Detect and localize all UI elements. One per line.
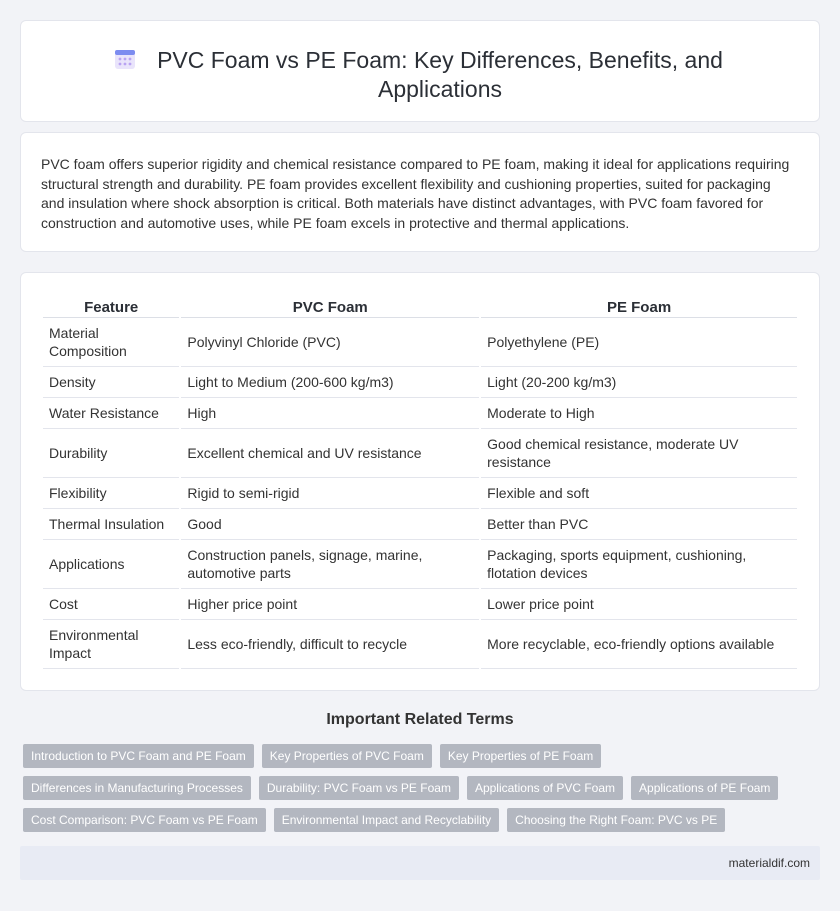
table-cell-pe: Moderate to High bbox=[481, 398, 797, 429]
table-cell-pe: More recyclable, eco-friendly options available bbox=[481, 620, 797, 669]
table-row bbox=[43, 620, 797, 669]
table-cell-pe: Better than PVC bbox=[481, 509, 797, 540]
related-terms-title: Important Related Terms bbox=[326, 711, 514, 728]
comparison-table-card bbox=[20, 272, 820, 691]
table-row bbox=[43, 478, 797, 509]
table-cell-feature: Cost bbox=[43, 589, 179, 620]
table-cell-pvc: High bbox=[181, 398, 479, 429]
related-term-tag[interactable]: Introduction to PVC Foam and PE Foam bbox=[23, 744, 254, 768]
table-cell-pe: Packaging, sports equipment, cushioning, flotation devices bbox=[481, 540, 797, 589]
table-row bbox=[43, 509, 797, 540]
table-cell-pvc: Good bbox=[181, 509, 479, 540]
footer-bar bbox=[20, 846, 820, 880]
table-cell-pe: Light (20-200 kg/m3) bbox=[481, 367, 797, 398]
table-row bbox=[43, 318, 797, 367]
table-cell-feature: Density bbox=[43, 367, 179, 398]
comparison-table bbox=[41, 295, 799, 669]
intro-paragraph: PVC foam offers superior rigidity and chemical resistance compared to PE foam, making it ideal for applications requiring structural strength and durability. PE foam provides excellent flexibility and cushioning properties, suited for packaging and insulation where shock absorption is critical. Both materials have distinct advantages, with PVC foam favored for construction and automotive uses, while PE foam excels in protective and thermal applications. bbox=[41, 156, 790, 231]
related-term-tag[interactable]: Applications of PE Foam bbox=[631, 776, 778, 800]
table-cell-feature: Thermal Insulation bbox=[43, 509, 179, 540]
related-term-tag[interactable]: Environmental Impact and Recyclability bbox=[274, 808, 499, 832]
table-row bbox=[43, 589, 797, 620]
related-term-tag[interactable]: Key Properties of PVC Foam bbox=[262, 744, 432, 768]
table-row bbox=[43, 429, 797, 478]
table-cell-pe: Lower price point bbox=[481, 589, 797, 620]
table-cell-feature: Environmental Impact bbox=[43, 620, 179, 669]
table-row bbox=[43, 367, 797, 398]
table-cell-pe: Flexible and soft bbox=[481, 478, 797, 509]
table-cell-pvc: Construction panels, signage, marine, automotive parts bbox=[181, 540, 479, 589]
table-header-pe-foam: PE Foam bbox=[481, 295, 797, 318]
table-cell-pe: Polyethylene (PE) bbox=[481, 318, 797, 367]
related-term-tag[interactable]: Applications of PVC Foam bbox=[467, 776, 623, 800]
table-header-feature: Feature bbox=[43, 295, 179, 318]
table-row bbox=[43, 398, 797, 429]
table-cell-feature: Applications bbox=[43, 540, 179, 589]
related-term-tag[interactable]: Cost Comparison: PVC Foam vs PE Foam bbox=[23, 808, 266, 832]
table-cell-feature: Durability bbox=[43, 429, 179, 478]
table-cell-feature: Water Resistance bbox=[43, 398, 179, 429]
table-cell-pvc: Polyvinyl Chloride (PVC) bbox=[181, 318, 479, 367]
footer-site-name: materialdif.com bbox=[728, 856, 810, 870]
table-cell-pvc: Higher price point bbox=[181, 589, 479, 620]
title-card bbox=[20, 20, 820, 122]
table-cell-pe: Good chemical resistance, moderate UV resistance bbox=[481, 429, 797, 478]
related-term-tag[interactable]: Differences in Manufacturing Processes bbox=[23, 776, 251, 800]
related-term-tag[interactable]: Durability: PVC Foam vs PE Foam bbox=[259, 776, 459, 800]
related-term-tag[interactable]: Choosing the Right Foam: PVC vs PE bbox=[507, 808, 725, 832]
table-cell-pvc: Rigid to semi-rigid bbox=[181, 478, 479, 509]
table-row bbox=[43, 540, 797, 589]
table-cell-pvc: Excellent chemical and UV resistance bbox=[181, 429, 479, 478]
table-header-pvc-foam: PVC Foam bbox=[181, 295, 479, 318]
table-cell-pvc: Light to Medium (200-600 kg/m3) bbox=[181, 367, 479, 398]
related-terms-list bbox=[23, 744, 803, 840]
intro-card bbox=[20, 132, 820, 252]
related-term-tag[interactable]: Key Properties of PE Foam bbox=[440, 744, 601, 768]
table-cell-feature: Material Composition bbox=[43, 318, 179, 367]
page-title: PVC Foam vs PE Foam: Key Differences, Benefits, and Applications bbox=[157, 47, 723, 102]
table-cell-pvc: Less eco-friendly, difficult to recycle bbox=[181, 620, 479, 669]
table-cell-feature: Flexibility bbox=[43, 478, 179, 509]
